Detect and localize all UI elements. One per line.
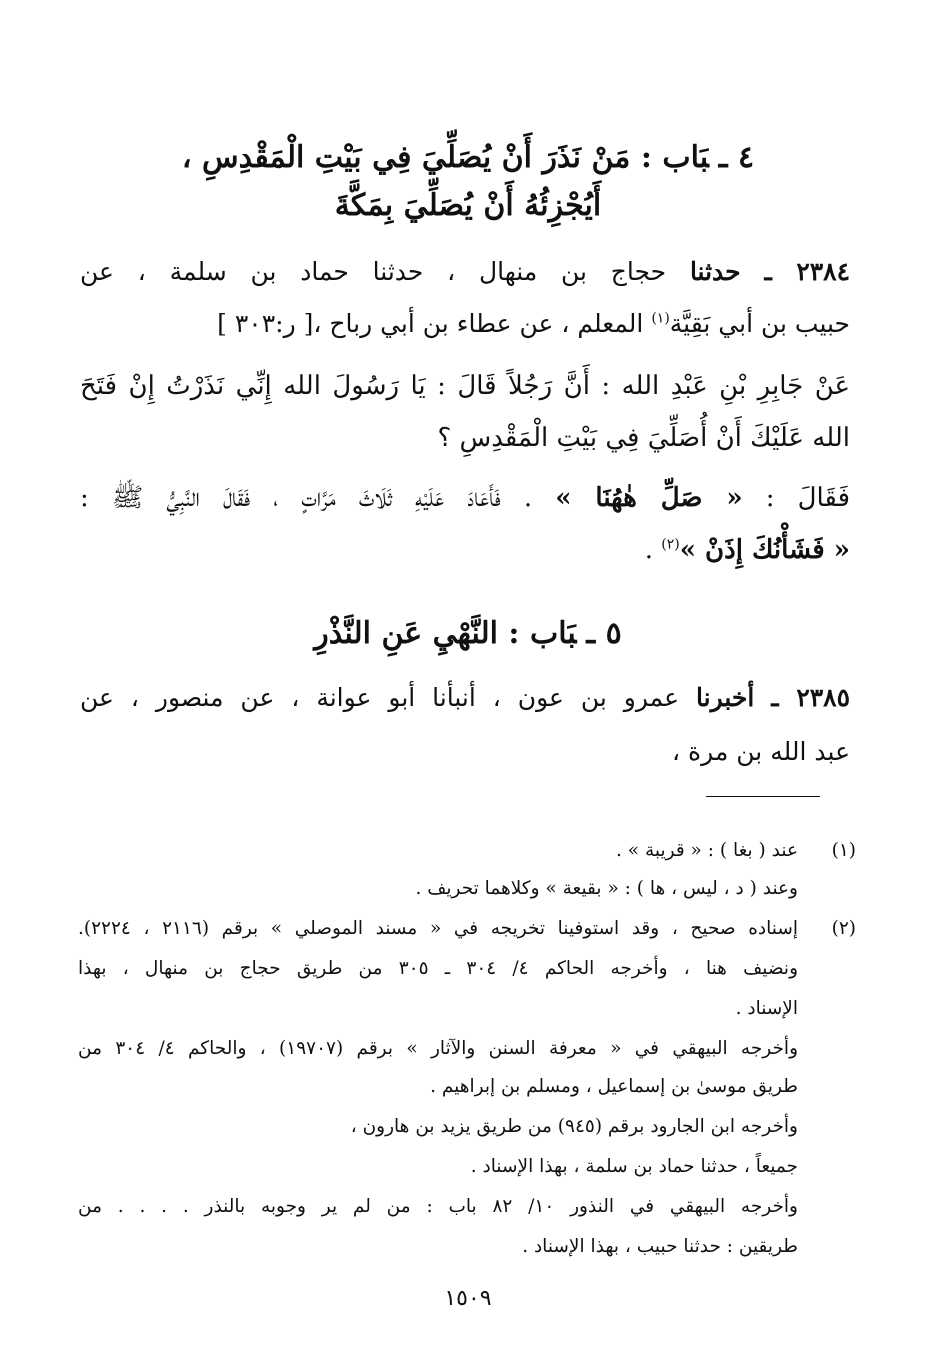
footnote-1-line-1: عند ( بغا ) : « قريبة » .	[616, 840, 798, 861]
hadith-2384-intro: حدثنا	[689, 257, 741, 286]
chapter-4-title: بَاب : مَنْ نَذَرَ أَنْ يُصَلِّيَ فِي بَيْتِ الْمَقْدِسِ ،	[181, 140, 709, 175]
hadith-2384-line-4: الله عَلَيْكَ أَنْ أُصَلِّيَ فِي بَيْتِ الْمَقْدِسِ ؟	[437, 423, 850, 453]
hadith-2385-number: ٢٣٨٥ ـ	[771, 683, 851, 712]
footnote-2-line-7: جميعاً ، حدثنا حماد بن سلمة ، بهذا الإسناد .	[470, 1156, 798, 1177]
footnote-2-line-3: الإسناد .	[735, 998, 798, 1019]
hadith-2385-line-1	[80, 678, 850, 718]
hadith-2384-line-3: عَنْ جَابِرِ بْنِ عَبْدِ الله : أَنَّ رَجُلاً قَالَ : يَا رَسُولَ الله إِنِّي نَذَرْتُ إِنْ فَتَحَ	[80, 371, 850, 401]
hadith-2385-chain-1: عمرو بن عون ، أنبأنا أبو عوانة ، عن منصور ، عن	[80, 683, 680, 712]
footnote-ref-2[interactable]: (٢)	[661, 536, 680, 553]
hadith-2385-line-2: عبد الله بن مرة ،	[672, 737, 850, 766]
footnote-2-line-2: ونضيف هنا ، وأخرجه الحاكم ٤/ ٣٠٤ ـ ٣٠٥ من طريق حجاج بن منهال ، بهذا	[78, 958, 798, 979]
footnote-ref-1[interactable]: (١)	[651, 310, 670, 327]
prophet-quote-2: « فَشَأْنُكَ إِذَنْ »	[679, 535, 850, 565]
hadith-2384-line-5	[80, 478, 850, 518]
chapter-5-number: ٥ ـ	[586, 616, 622, 651]
prophet-quote-1: « صَلِّ هٰهُنَا »	[555, 483, 743, 513]
chapter-4-number: ٤ ـ	[718, 140, 755, 175]
chapter-4-heading-line-1	[80, 136, 856, 180]
footnote-1-marker: (١)	[831, 840, 856, 861]
hadith-2384-line-1	[80, 252, 850, 292]
chapter-5-title: بَاب : النَّهْيِ عَنِ النَّذْرِ	[314, 616, 577, 651]
hadith-2384-end: .	[644, 535, 654, 565]
footnote-2-line-1: إسناده صحيح ، وقد استوفينا تخريجه في « مسند الموصلي » برقم (٢١١٦ ، ٢٢٢٤).	[78, 918, 798, 939]
chapter-5-heading	[80, 612, 856, 656]
footnote-2-line-6: وأخرجه ابن الجارود برقم (٩٤٥) من طريق يزيد بن هارون ،	[350, 1116, 798, 1137]
chapter-4-heading-line-2: أَيُجْزِئُهُ أَنْ يُصَلِّيَ بِمَكَّةَ	[334, 188, 602, 223]
footnote-2-marker: (٢)	[831, 918, 856, 939]
hadith-2385-intro: أخبرنا	[696, 683, 755, 712]
hadith-2384-chain-1: حجاج بن منهال ، حدثنا حماد بن سلمة ، عن	[80, 257, 667, 286]
hadith-2384-line-6	[80, 530, 850, 570]
footnote-2-line-5: طريق موسىٰ بن إسماعيل ، ومسلم بن إبراهيم .	[430, 1076, 798, 1097]
footnote-separator	[706, 796, 820, 797]
hadith-2384-text-5a: فَقَالَ :	[765, 483, 851, 513]
page-number: ١٥٠٩	[444, 1286, 492, 1311]
footnote-1-line-2: وعند ( د ، ليس ، ها ) : « بقيعة » وكلاهما تحريف .	[415, 878, 798, 899]
hadith-2384-number: ٢٣٨٤ ـ	[764, 257, 851, 286]
footnote-2-line-4: وأخرجه البيهقي في « معرفة السنن والآثار » برقم (١٩٧٠٧) ، والحاكم ٤/ ٣٠٤ من	[78, 1038, 798, 1059]
hadith-2384-line-2	[80, 304, 850, 344]
footnote-2-line-8: وأخرجه البيهقي في النذور ١٠/ ٨٢ باب : من لم ير وجوبه بالنذر . . . . من	[78, 1196, 798, 1217]
hadith-2384-chain-2b: المعلم ، عن عطاء بن أبي رباح ،[ ر:٣٠٣ ]	[217, 309, 644, 338]
hadith-2384-chain-2a: حبيب بن أبي بَقِيَّة	[669, 309, 850, 338]
hadith-2384-text-5b: . فَأَعَادَ عَلَيْهِ ثَلَاثَ مَرَّاتٍ ، فَقَالَ النَّبِيُّ ﷺ :	[80, 483, 533, 513]
footnote-2-line-9: طريقين : حدثنا حبيب ، بهذا الإسناد .	[522, 1236, 798, 1257]
